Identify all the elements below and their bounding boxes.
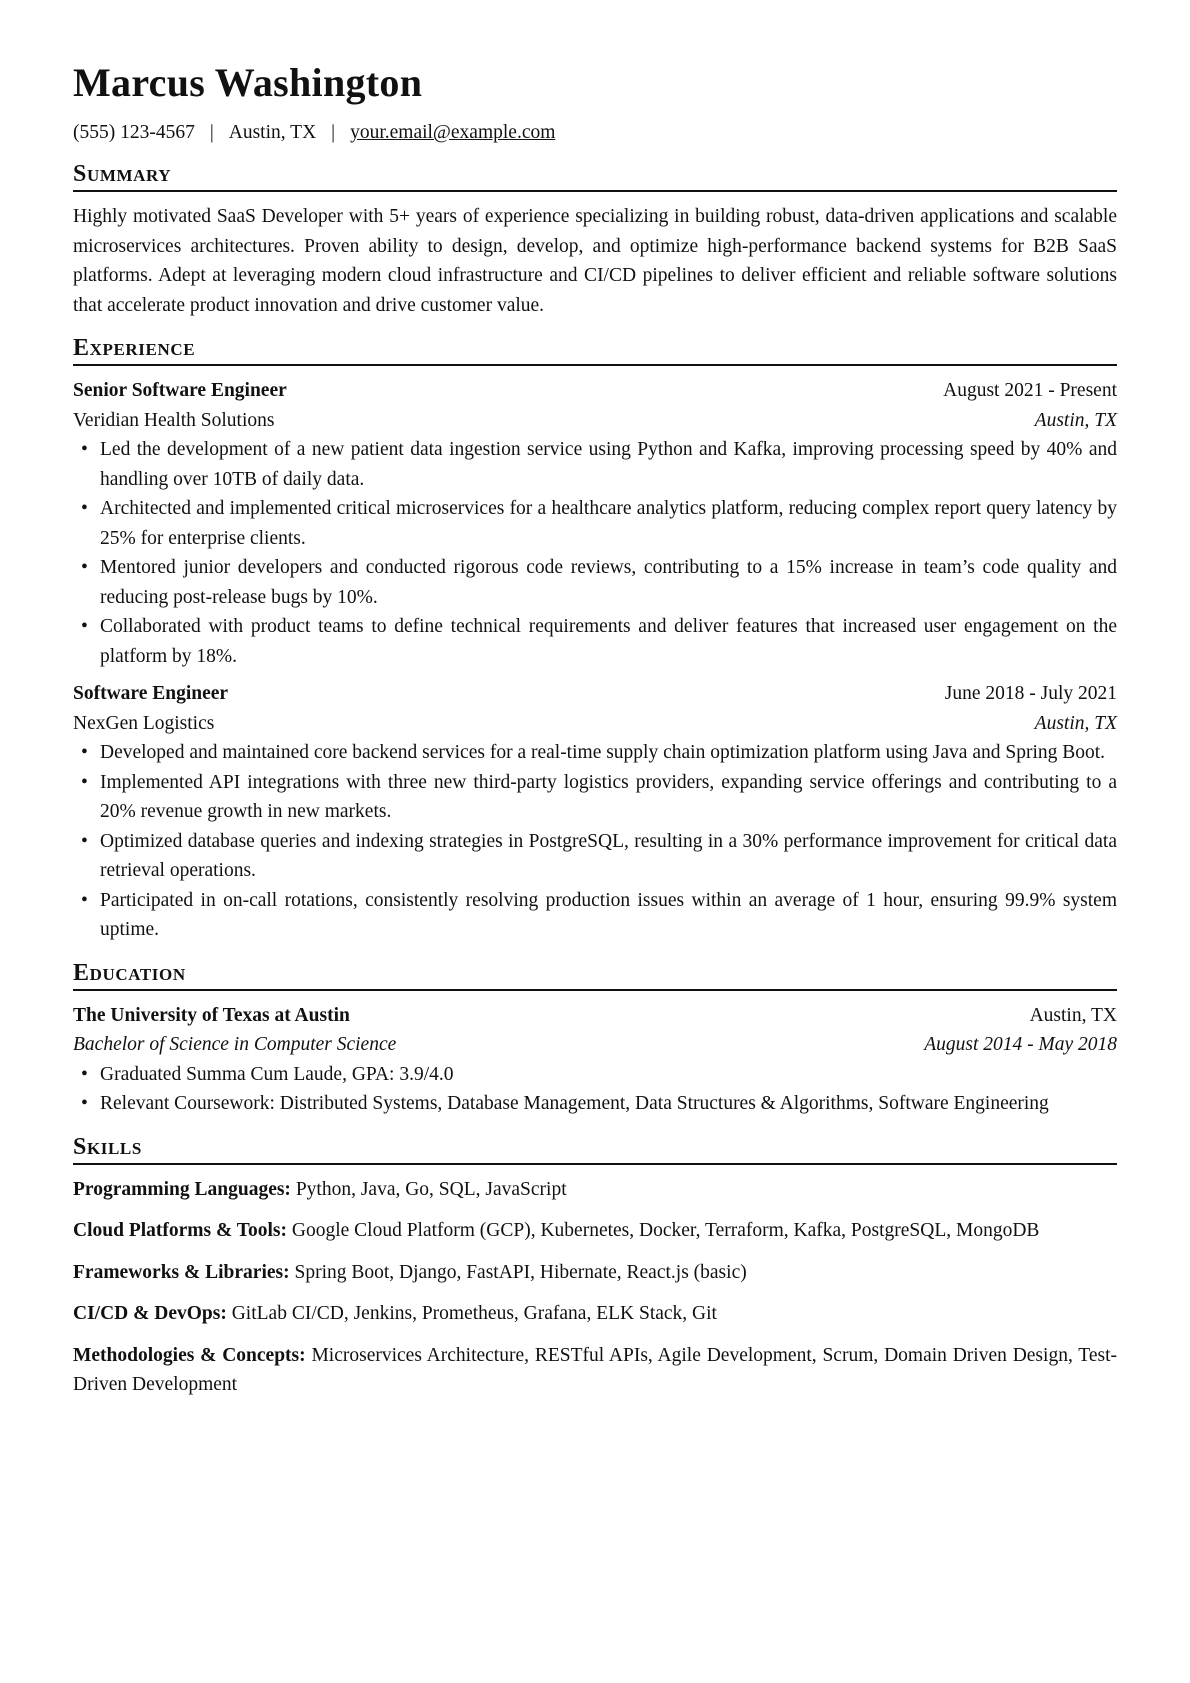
bullet-icon: •	[81, 742, 88, 763]
list-item	[73, 768, 1117, 827]
job-bullets	[73, 435, 1117, 671]
list-item	[73, 886, 1117, 945]
skill-label: Programming Languages:	[73, 1178, 296, 1200]
skill-label: Methodologies & Concepts:	[73, 1344, 312, 1366]
skill-row	[73, 1175, 1117, 1205]
skill-row	[73, 1299, 1117, 1329]
job-bullets	[73, 738, 1117, 945]
bullet-text: Architected and implemented critical microservices for a healthcare analytics platform, reducing complex report query latency by 25% for enterprise clients.	[100, 498, 1117, 549]
job-location: Austin, TX	[1034, 409, 1117, 431]
list-item	[73, 494, 1117, 553]
company-name: NexGen Logistics	[73, 712, 215, 734]
bullet-text: Developed and maintained core backend services for a real-time supply chain optimization platform using Java and Spring Boot.	[100, 742, 1106, 763]
skill-row	[73, 1258, 1117, 1288]
contact-separator: |	[209, 122, 214, 143]
section-title-skills: Skills	[73, 1133, 1117, 1165]
candidate-name: Marcus Washington	[73, 60, 423, 105]
bullet-text: Implemented API integrations with three new third-party logistics providers, expanding service offerings and contributing to a 20% revenue growth in new markets.	[100, 771, 1117, 822]
section-title-summary: Summary	[73, 160, 1117, 192]
skill-value: Python, Java, Go, SQL, JavaScript	[295, 1178, 567, 1200]
experience-section	[73, 334, 1117, 945]
contact-line	[73, 120, 1117, 146]
bullet-icon: •	[81, 830, 88, 852]
skills-section	[73, 1133, 1117, 1400]
email-link[interactable]: your.email@example.com	[350, 122, 556, 143]
skill-label: CI/CD & DevOps:	[73, 1303, 232, 1324]
summary-text: Highly motivated SaaS Developer with 5+ years of experience specializing in building robust, data-driven applications and scalable microservices architectures. Proven ability to design, develop, and optimize high-performance backend systems for B2B SaaS platforms. Adept at leveraging modern cloud infrastructure and CI/CD pipelines to deliver efficient and reliable software solutions that accelerate product innovation and drive customer value.	[73, 206, 1117, 316]
bullet-text: Mentored junior developers and conducted rigorous code reviews, contributing to a 15% increase in team’s code quality and reducing post-release bugs by 10%.	[100, 557, 1117, 608]
contact-separator: |	[331, 122, 336, 143]
skill-value: Google Cloud Platform (GCP), Kubernetes, Docker, Terraform, Kafka, PostgreSQL, MongoDB	[291, 1220, 1040, 1241]
bullet-icon: •	[81, 498, 88, 519]
company-name: Veridian Health Solutions	[73, 409, 275, 431]
skill-value: Spring Boot, Django, FastAPI, Hibernate, React.js (basic)	[294, 1261, 747, 1283]
list-item	[73, 1089, 1117, 1119]
skill-value: Microservices Architecture, RESTful APIs, Agile Development, Scrum, Domain Driven Design, Test-Driven Development	[73, 1344, 1117, 1395]
skill-row	[73, 1216, 1117, 1246]
school-location: Austin, TX	[1029, 1004, 1117, 1026]
school-name: The University of Texas at Austin	[73, 1004, 350, 1026]
bullet-icon: •	[81, 1063, 88, 1085]
job-dates: August 2021 - Present	[943, 380, 1117, 401]
list-item	[73, 553, 1117, 612]
bullet-icon: •	[81, 771, 88, 793]
list-item	[73, 1060, 1117, 1090]
list-item	[73, 738, 1117, 768]
phone-number: (555) 123-4567	[73, 122, 195, 143]
skill-row	[73, 1341, 1117, 1400]
bullet-icon: •	[81, 557, 88, 578]
bullet-text: Relevant Coursework: Distributed Systems, Database Management, Data Structures & Algorithms, Software Engineering	[100, 1093, 1049, 1114]
bullet-icon: •	[81, 889, 88, 911]
skill-label: Cloud Platforms & Tools:	[73, 1220, 292, 1241]
bullet-text: Collaborated with product teams to define technical requirements and deliver features that increased user engagement on the platform by 18%.	[100, 616, 1117, 667]
job-location: Austin, TX	[1034, 712, 1117, 734]
list-item	[73, 612, 1117, 671]
education-section	[73, 959, 1117, 1119]
location: Austin, TX	[228, 122, 317, 143]
job-entry	[73, 679, 1117, 945]
bullet-text: Graduated Summa Cum Laude, GPA: 3.9/4.0	[100, 1063, 454, 1085]
skill-label: Frameworks & Libraries:	[73, 1261, 295, 1283]
job-dates: June 2018 - July 2021	[944, 683, 1117, 704]
bullet-icon: •	[81, 1093, 88, 1114]
job-title: Senior Software Engineer	[73, 380, 287, 401]
job-title: Software Engineer	[73, 683, 229, 704]
list-item	[73, 435, 1117, 494]
bullet-icon: •	[81, 439, 88, 460]
education-bullets	[73, 1060, 1117, 1119]
section-title-education: Education	[73, 959, 1117, 991]
list-item	[73, 827, 1117, 886]
bullet-icon: •	[81, 616, 88, 637]
bullet-text: Participated in on-call rotations, consistently resolving production issues within an average of 1 hour, ensuring 99.9% system uptime.	[100, 889, 1117, 940]
summary-section	[73, 160, 1117, 320]
section-title-experience: Experience	[73, 334, 1117, 366]
education-dates: August 2014 - May 2018	[924, 1034, 1117, 1055]
skill-value: GitLab CI/CD, Jenkins, Prometheus, Grafana, ELK Stack, Git	[231, 1303, 717, 1324]
degree: Bachelor of Science in Computer Science	[73, 1034, 397, 1055]
bullet-text: Led the development of a new patient data ingestion service using Python and Kafka, improving processing speed by 40% and handling over 10TB of daily data.	[100, 439, 1117, 490]
job-entry	[73, 376, 1117, 671]
bullet-text: Optimized database queries and indexing strategies in PostgreSQL, resulting in a 30% performance improvement for critical data retrieval operations.	[100, 830, 1117, 881]
